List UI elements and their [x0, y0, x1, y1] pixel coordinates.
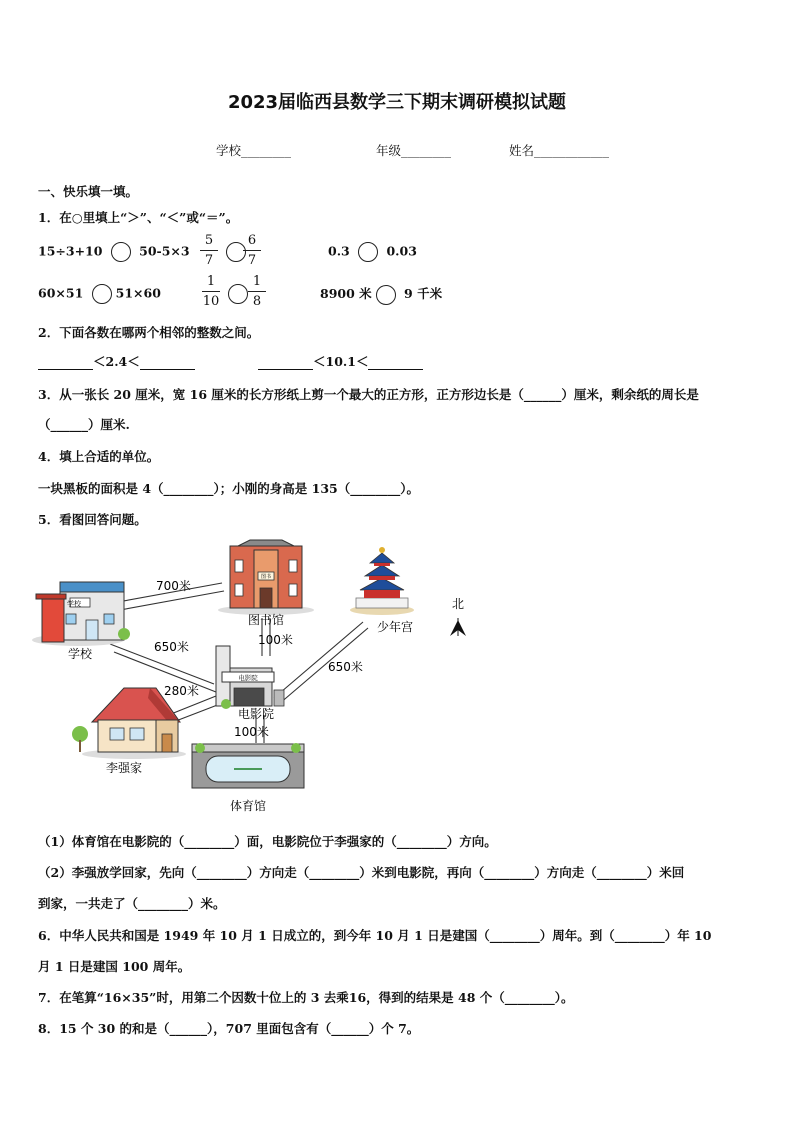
fraction-bar	[200, 250, 218, 251]
compare-circle[interactable]	[92, 284, 112, 304]
label-library: 图书馆	[247, 613, 285, 627]
compare-circle[interactable]	[111, 242, 131, 262]
q1-row1-expr-a	[38, 242, 190, 262]
q1-r2c-left: 8900 米	[320, 286, 372, 301]
answer-blank[interactable]	[368, 369, 423, 370]
fraction-1-10	[202, 274, 220, 309]
answer-blank[interactable]	[258, 369, 313, 370]
question-5-sub2-line1: （2）李强放学回家，先向（________）方向走（________）米到电影院，再向（________）方向走（________）米回	[38, 865, 685, 880]
fraction-5-7	[200, 233, 218, 268]
numerator: 1	[252, 274, 262, 289]
question-1-stem: 1．在○里填上“＞”、“＜”或“＝”。	[38, 210, 239, 225]
label-youth-palace: 少年宫	[376, 620, 414, 634]
question-5-sub1: （1）体育馆在电影院的（________）面，电影院位于李强家的（________）方向。	[38, 834, 497, 849]
distance-cinema-stadium: 100米	[234, 725, 269, 739]
question-6-line1: 6．中华人民共和国是 1949 年 10 月 1 日成立的，到今年 10 月 1 日是建国（________）周年。到（________）年 10	[38, 928, 712, 943]
numerator: 6	[247, 233, 257, 248]
page-title: 2023届临西县数学三下期末调研模拟试题	[227, 92, 567, 113]
question-4-line: 一块黑板的面积是 4（________）；小刚的身高是 135（________）。	[38, 481, 419, 496]
question-6-line2: 月 1 日是建国 100 周年。	[38, 959, 191, 974]
fraction-1-8	[248, 274, 266, 309]
answer-blank[interactable]	[38, 369, 93, 370]
denominator: 7	[204, 253, 214, 268]
answer-blank[interactable]	[140, 369, 195, 370]
school-building	[32, 582, 130, 646]
youth-palace-building	[350, 547, 414, 615]
grade-field[interactable]: 年级________	[376, 143, 452, 158]
numerator: 5	[204, 233, 214, 248]
label-stadium: 体育馆	[229, 799, 267, 813]
question-4-stem: 4．填上合适的单位。	[38, 449, 160, 464]
fraction-bar	[243, 250, 261, 251]
q2-b-text: ＜10.1＜	[313, 354, 369, 369]
label-cinema: 电影院	[237, 707, 275, 721]
fraction-6-7	[243, 233, 261, 268]
school-field[interactable]: 学校________	[216, 143, 292, 158]
q1-row1-expr-c	[328, 242, 417, 262]
school-sign: 学校	[67, 600, 81, 608]
fraction-bar	[248, 291, 266, 292]
compare-circle[interactable]	[376, 285, 396, 305]
q2-a-text: ＜2.4＜	[93, 354, 140, 369]
q1-r2c-right: 9 千米	[404, 286, 443, 301]
label-school: 学校	[67, 647, 93, 661]
q1-r1c-left: 0.3	[328, 243, 350, 259]
compare-circle[interactable]	[358, 242, 378, 262]
question-3-line1: 3．从一张长 20 厘米，宽 16 厘米的长方形纸上剪一个最大的正方形，正方形边长是（______）厘米，剩余纸的周长是	[38, 387, 699, 402]
cinema-sign: 电影院	[238, 674, 258, 682]
stadium-building	[192, 743, 304, 788]
q1-r1c-right: 0.03	[386, 243, 417, 259]
distance-youth-cinema: 650米	[328, 660, 363, 674]
q1-r2a-right: 51×60	[115, 285, 161, 301]
q1-r1a-left: 15÷3+10	[38, 243, 103, 259]
name-field[interactable]: 姓名____________	[509, 143, 610, 158]
denominator: 10	[202, 294, 220, 309]
question-2-stem: 2．下面各数在哪两个相邻的整数之间。	[38, 325, 260, 340]
numerator: 1	[206, 274, 216, 289]
liqiang-home-building	[72, 688, 186, 759]
q1-row2-expr-c	[320, 284, 442, 305]
distance-home-cinema: 280米	[164, 684, 199, 698]
q2-blank-b	[258, 352, 423, 370]
fraction-bar	[202, 291, 220, 292]
question-3-line2: （______）厘米.	[38, 417, 130, 432]
q1-r2a-left: 60×51	[38, 285, 84, 301]
road-school-library	[120, 591, 224, 610]
section-heading: 一、快乐填一填。	[38, 184, 139, 199]
q1-r1a-right: 50-5×3	[139, 243, 190, 259]
distance-library-cinema: 100米	[258, 633, 293, 647]
label-north: 北	[451, 597, 465, 611]
question-7: 7．在笔算“16×35”时，用第二个因数十位上的 3 去乘16，得到的结果是 48 个（________）。	[38, 990, 574, 1005]
compare-circle[interactable]	[228, 284, 248, 304]
location-map	[30, 538, 500, 818]
question-8: 8．15 个 30 的和是（______），707 里面包含有（______）个 7。	[38, 1021, 420, 1036]
q1-row2-expr-a	[38, 284, 161, 304]
distance-school-library: 700米	[156, 579, 191, 593]
denominator: 8	[252, 294, 262, 309]
question-5-stem: 5．看图回答问题。	[38, 512, 147, 527]
distance-school-cinema: 650米	[154, 640, 189, 654]
label-liqiang-home: 李强家	[105, 761, 143, 775]
q2-blank-a	[38, 352, 195, 370]
library-sign: 图书	[260, 574, 272, 580]
question-5-sub2-line2: 到家，一共走了（________）米。	[38, 896, 226, 911]
denominator: 7	[247, 253, 257, 268]
north-arrow-icon	[450, 618, 466, 636]
